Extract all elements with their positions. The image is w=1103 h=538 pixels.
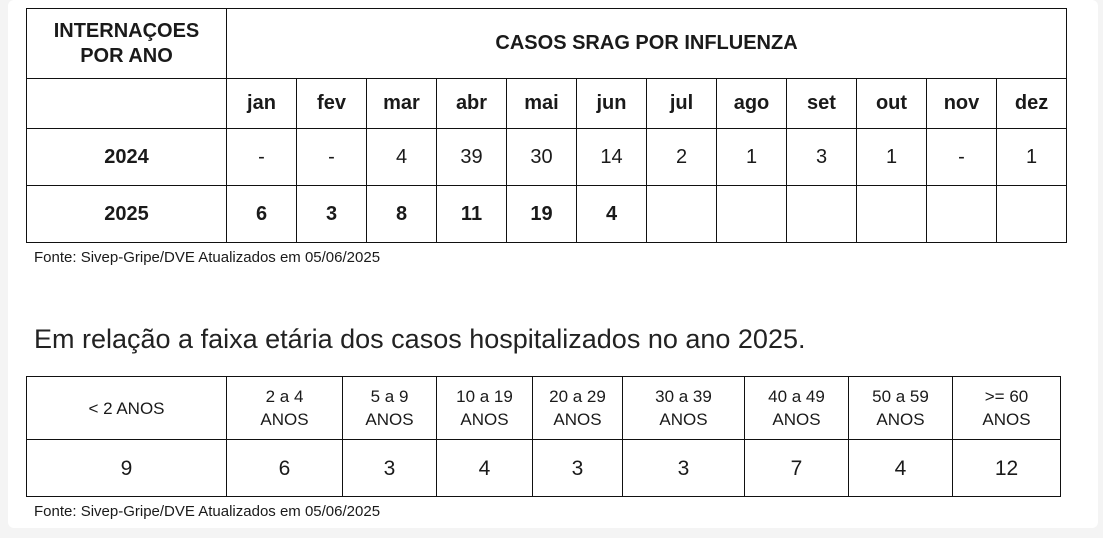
table-title: CASOS SRAG POR INFLUENZA (227, 9, 1067, 79)
month-header: mai (507, 79, 577, 129)
age-group-header: < 2 ANOS (27, 377, 227, 440)
case-count-cell: 4 (367, 129, 437, 186)
case-count-cell: 11 (437, 186, 507, 243)
case-count-cell: - (927, 129, 997, 186)
age-group-header: >= 60 ANOS (953, 377, 1061, 440)
case-count-cell: 39 (437, 129, 507, 186)
corner-header-text: INTERNAÇOES POR ANO (53, 19, 200, 67)
case-count-cell: 6 (227, 186, 297, 243)
age-group-count: 3 (623, 440, 745, 497)
case-count-cell (787, 186, 857, 243)
case-count-cell: 1 (997, 129, 1067, 186)
age-group-header: 30 a 39 ANOS (623, 377, 745, 440)
month-header: abr (437, 79, 507, 129)
month-header: set (787, 79, 857, 129)
source-note: Fonte: Sivep-Gripe/DVE Atualizados em 05/06/2025 (34, 249, 381, 266)
age-group-header: 10 a 19 ANOS (437, 377, 533, 440)
month-header: mar (367, 79, 437, 129)
age-group-count: 4 (849, 440, 953, 497)
age-group-count: 7 (745, 440, 849, 497)
year-label: 2024 (27, 129, 227, 186)
age-group-count: 3 (533, 440, 623, 497)
table-row (27, 186, 1067, 243)
case-count-cell: 4 (577, 186, 647, 243)
case-count-cell (857, 186, 927, 243)
case-count-cell (647, 186, 717, 243)
month-header-blank (27, 79, 227, 129)
source-note: Fonte: Sivep-Gripe/DVE Atualizados em 05/06/2025 (34, 503, 381, 520)
month-header: dez (997, 79, 1067, 129)
year-label: 2025 (27, 186, 227, 243)
case-count-cell (717, 186, 787, 243)
month-header: ago (717, 79, 787, 129)
case-count-cell: 14 (577, 129, 647, 186)
age-group-count: 3 (343, 440, 437, 497)
case-count-cell: - (227, 129, 297, 186)
age-group-header: 5 a 9 ANOS (343, 377, 437, 440)
case-count-cell: 8 (367, 186, 437, 243)
age-group-count: 6 (227, 440, 343, 497)
age-group-header: 20 a 29 ANOS (533, 377, 623, 440)
case-count-cell (997, 186, 1067, 243)
age-group-count: 9 (27, 440, 227, 497)
case-count-cell (927, 186, 997, 243)
age-group-header: 2 a 4 ANOS (227, 377, 343, 440)
case-count-cell: 3 (787, 129, 857, 186)
age-group-table (26, 376, 1061, 497)
month-header: fev (297, 79, 367, 129)
month-header: jun (577, 79, 647, 129)
section-paragraph: Em relação a faixa etária dos casos hospitalizados no ano 2025. (34, 324, 806, 354)
case-count-cell: 1 (857, 129, 927, 186)
table-row (27, 129, 1067, 186)
age-group-header: 50 a 59 ANOS (849, 377, 953, 440)
case-count-cell: - (297, 129, 367, 186)
month-header: jul (647, 79, 717, 129)
month-header: nov (927, 79, 997, 129)
age-group-header: 40 a 49 ANOS (745, 377, 849, 440)
corner-header (27, 9, 227, 79)
table-row (27, 440, 1061, 497)
case-count-cell: 2 (647, 129, 717, 186)
case-count-cell: 1 (717, 129, 787, 186)
case-count-cell: 3 (297, 186, 367, 243)
month-header: out (857, 79, 927, 129)
influenza-cases-table (26, 8, 1067, 243)
case-count-cell: 30 (507, 129, 577, 186)
age-group-count: 12 (953, 440, 1061, 497)
case-count-cell: 19 (507, 186, 577, 243)
month-header: jan (227, 79, 297, 129)
age-group-count: 4 (437, 440, 533, 497)
